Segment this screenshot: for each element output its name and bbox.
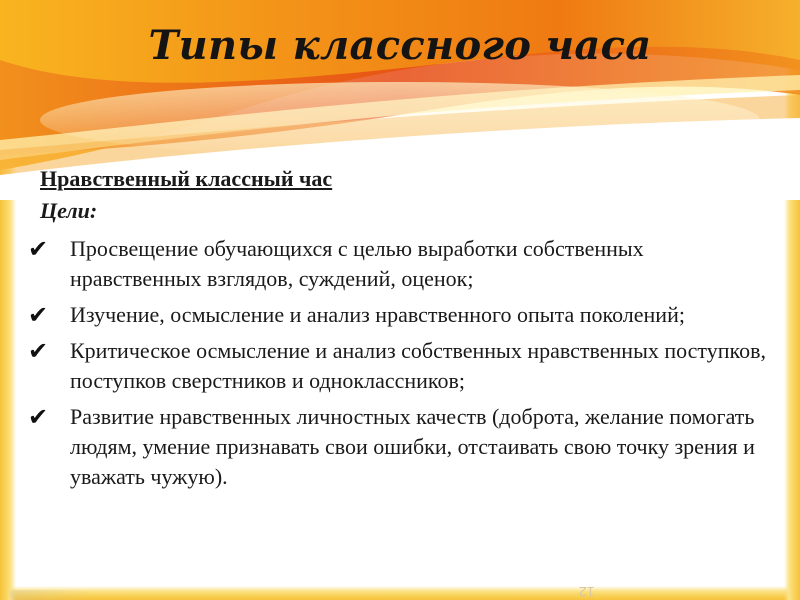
goal-text: Просвещение обучающихся с целью выработки собственных нравственных взглядов, суждений, оценок; <box>70 236 644 291</box>
section-subtitle: Нравственный классный час <box>40 166 333 191</box>
goals-list <box>28 234 775 492</box>
check-icon: ✔ <box>28 301 49 329</box>
slide-number: 12 <box>579 584 595 600</box>
check-icon: ✔ <box>28 403 49 431</box>
slide-title: Типы классного часа <box>148 22 652 69</box>
list-item <box>28 234 775 294</box>
list-item <box>28 402 775 492</box>
slide-content <box>28 164 775 498</box>
goal-text: Изучение, осмысление и анализ нравственного опыта поколений; <box>70 302 685 327</box>
check-icon: ✔ <box>28 235 49 263</box>
check-icon: ✔ <box>28 337 49 365</box>
goal-text: Развитие нравственных личностных качеств (доброта, желание помогать людям, умение признавать свои ошибки, отстаивать свою точку зрения и уважать чужую). <box>70 404 755 489</box>
goal-text: Критическое осмысление и анализ собственных нравственных поступков, поступков сверстников и одноклассников; <box>70 338 766 393</box>
list-item <box>28 336 775 396</box>
list-item <box>28 300 775 330</box>
watermark <box>10 590 90 600</box>
goals-label: Цели: <box>40 198 98 223</box>
